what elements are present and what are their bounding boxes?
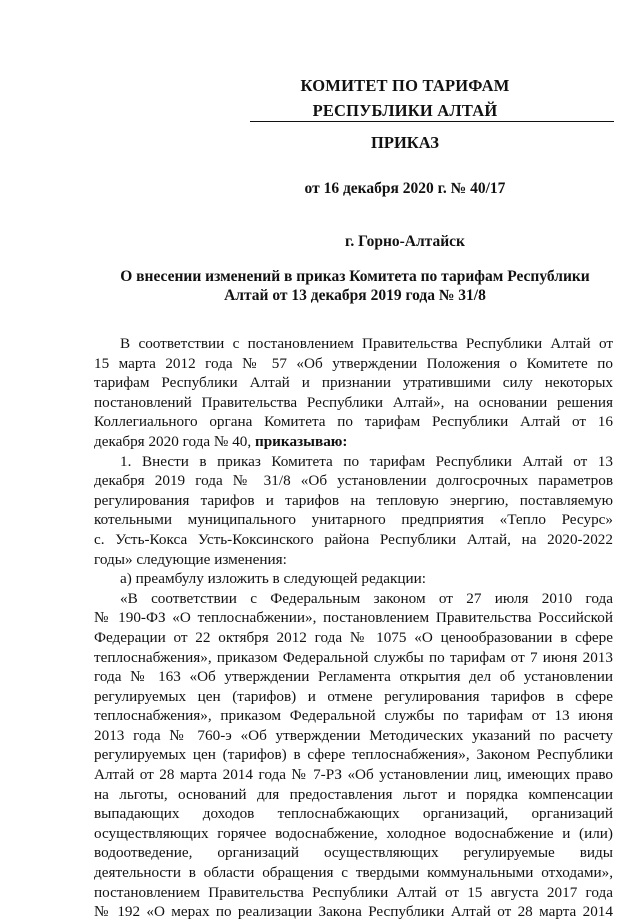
body-line: Федерации от 22 октября 2012 года № 1075 «О ценообразовании в сфере	[94, 628, 613, 646]
body-line: 2013 года № 760-э «Об утверждении Методических указаний по расчету	[94, 726, 613, 744]
org-name-line-2: РЕСПУБЛИКИ АЛТАЙ	[312, 101, 498, 120]
body-line: водоотведение, организаций осуществляющих регулируемые виды	[94, 844, 613, 862]
body-line: регулируемых цен (тарифов) и отмене регулирования тарифов в сфере	[94, 687, 613, 705]
body-line: теплоснабжения», приказом Федеральной службы по тарифам от 7 июня 2013	[94, 648, 613, 666]
body-line: № 190-ФЗ «О теплоснабжении», постановлением Правительства Российской	[94, 609, 613, 627]
body-line: 15 марта 2012 года № 57 «Об утверждении Положения о Комитете по	[94, 354, 613, 372]
body-line: В соответствии с постановлением Правительства Республики Алтай от	[120, 335, 613, 352]
body-line: на льготы, оснований для предоставления льгот и порядка компенсации	[94, 785, 613, 803]
org-name-line-1: КОМИТЕТ ПО ТАРИФАМ	[300, 76, 510, 95]
body-line: осуществляющих горячее водоснабжение, холодное водоснабжение и (или)	[94, 824, 613, 842]
subject-line-1: О внесении изменений в приказ Комитета по тарифам Республики	[120, 268, 590, 285]
body-line: тарифам Республики Алтай и признании утратившими силу некоторых	[94, 374, 613, 392]
body-line: годы» следующие изменения:	[94, 550, 287, 568]
body-line: регулирования тарифов и тарифов на тепловую энергию, поставляемую	[94, 491, 613, 509]
body-line: котельными муниципального унитарного предприятия «Тепло Ресурс»	[94, 511, 613, 529]
date-and-number: от 16 декабря 2020 г. № 40/17	[304, 180, 506, 197]
body-line: года № 163 «Об утверждении Регламента открытия дел об установлении	[94, 668, 613, 686]
body-line: а) преамбулу изложить в следующей редакции:	[120, 570, 426, 588]
body-line: декабря 2019 года № 31/8 «Об установлении долгосрочных параметров	[94, 472, 613, 490]
body-line: № 192 «О мерах по реализации Закона Республики Алтай от 28 марта 2014	[94, 903, 613, 921]
document-type: ПРИКАЗ	[371, 133, 439, 152]
city-line: г. Горно-Алтайск	[345, 233, 465, 250]
body-line: Алтай от 28 марта 2014 года № 7-РЗ «Об установлении лиц, имеющих право	[94, 766, 613, 784]
body-line: с. Усть-Кокса Усть-Коксинского района Республики Алтай, на 2020-2022	[94, 530, 613, 548]
subject-line-2: Алтай от 13 декабря 2019 года № 31/8	[224, 287, 486, 304]
ordering-phrase: приказываю:	[254, 432, 348, 450]
body-line: Коллегиального органа Комитета по тарифам Республики Алтай от 16	[94, 413, 613, 431]
body-line: регулируемых цен (тарифов) в сфере теплоснабжения», Законом Республики	[94, 746, 613, 764]
header-divider	[250, 121, 614, 122]
body-line: постановлением Правительства Республики Алтай от 15 августа 2017 года	[94, 883, 613, 901]
body-line: постановлений Правительства Республики Алтай», на основании решения	[94, 393, 613, 411]
body-line: деятельности в области обращения с твердыми коммунальными отходами»,	[94, 864, 613, 882]
body-line: выпадающих доходов теплоснабжающих организаций, организаций	[94, 805, 613, 823]
body-line: «В соответствии с Федеральным законом от 27 июля 2010 года	[120, 589, 613, 607]
body-line: 1. Внести в приказ Комитета по тарифам Республики Алтай от 13	[120, 452, 613, 470]
body-line: теплоснабжения», приказом Федеральной службы по тарифам от 13 июня	[94, 707, 613, 725]
body-line: декабря 2020 года № 40, приказываю:	[94, 432, 348, 450]
document-body	[94, 334, 613, 922]
